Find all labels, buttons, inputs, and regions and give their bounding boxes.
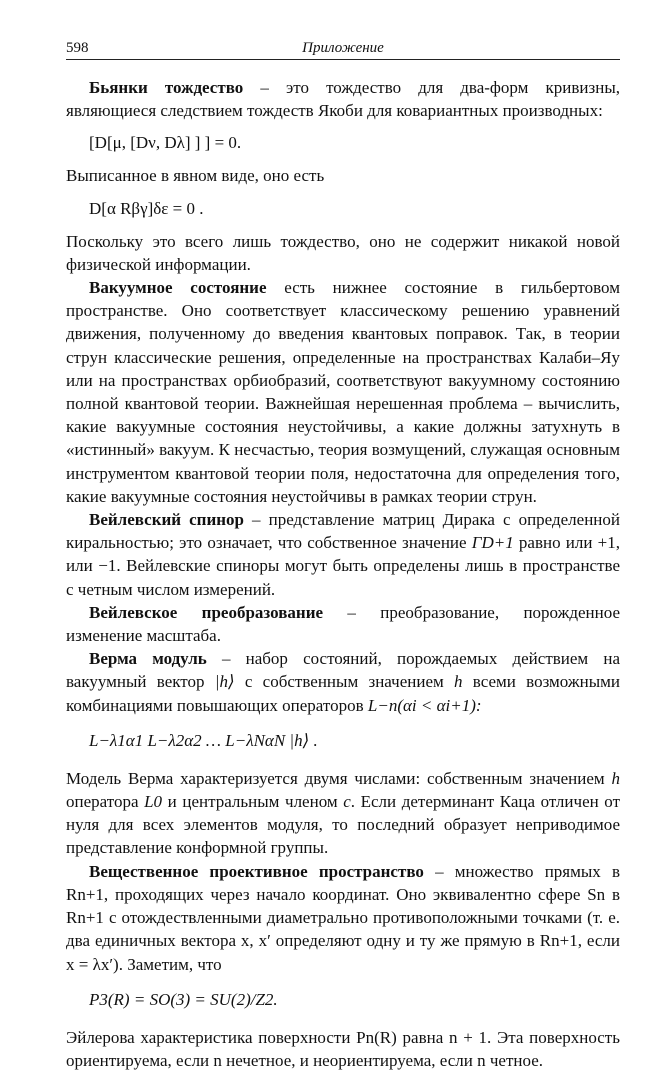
verma-text-3: всеми возможными комбинациями повышающих операторов [66, 672, 620, 715]
verma-central-charge-c: c [343, 792, 351, 812]
verma-after-text-1: Модель Верма характеризуется двумя числами: собственным значением [66, 768, 612, 788]
weyl-transform-definition: – преобразование, порожденное изменение масштаба. [66, 602, 621, 646]
bianchi-formula-2-text: D[α Rβγ]δε = 0 . [89, 198, 204, 218]
weyl-spinor-entry [66, 508, 620, 601]
verma-formula-text: L−λ1α1 L−λ2α2 … L−λNαN |h⟩ . [89, 730, 318, 750]
weyl-spinor-term: Вейлевский спинор [89, 510, 245, 530]
page-header [66, 38, 620, 58]
verma-text-2: с собственным значением [234, 672, 455, 692]
projective-entry [66, 860, 620, 976]
verma-vacuum-vector: |h⟩ [214, 672, 235, 692]
verma-characterization [66, 767, 620, 860]
bianchi-term: Бьянки тождество [89, 78, 244, 97]
vacuum-entry [66, 276, 620, 508]
projective-euler-characteristic: Эйлерова характеристика поверхности Pn(R) равна n + 1. Эта поверхность ориентируема, если n нечетное, и неориентируема, если n четное. [66, 1027, 620, 1070]
verma-eigenvalue-h: h [454, 672, 463, 692]
weyl-spinor-text-2: равно или +1, или −1. Вейлевские спиноры могут быть определены лишь в пространстве с четным числом измерений. [66, 533, 621, 599]
gamma-chirality-symbol: ΓD+1 [471, 533, 514, 553]
bianchi-jacobi-formula [89, 131, 620, 155]
vacuum-definition: есть нижнее состояние в гильбертовом пространстве. Оно соответствует классическому решению уравнений движения, полученному до введения квантовых поправок. Так, в теории струн классические решения, определенные на пространствах Калаби–Яу или на пространствах орбиобразий, соответствуют вакуумному состоянию полной квантовой теории. Важнейшая нерешенная проблема – вычислить, какие вакуумные состояния неустойчивы, а какие должны затухнуть в «истинный» вакуум. К несчастью, теория возмущений, служащая основным инструментом квантовой теории поля, недостаточна для определения того, какие вакуумные состояния неустойчивы в рамках теории струн. [66, 278, 620, 506]
bianchi-definition: – это тождество для два-форм кривизны, являющиеся следствием тождеств Якоби для ковариантных производных: [66, 78, 621, 121]
header-rule [66, 59, 620, 60]
verma-after-h: h [611, 768, 620, 788]
projective-term: Вещественное проективное пространство [89, 861, 424, 881]
projective-formula-text: P3(R) = SO(3) = SU(2)/Z2. [89, 989, 278, 1009]
weyl-spinor-text-1: – представление матриц Дирака с определенной киральностью; это означает, что собственное значение [66, 510, 620, 553]
verma-after-text-2: оператора [66, 792, 145, 812]
projective-definition: – множество прямых в Rn+1, проходящих через начало координат. Оно эквивалентно сфере Sn в Rn+1 с отождествленными диаметрально противоположными точками (т. е. два единичных вектора x, x′ определяют одну и ту же прямую в Rn+1, если x = λx′). Заметим, что [66, 861, 620, 974]
weyl-transform-entry [66, 601, 620, 647]
verma-term: Верма модуль [89, 649, 207, 669]
page-number: 598 [66, 40, 89, 56]
book-page [66, 38, 620, 1072]
bianchi-formula-1-text: [D[μ, [Dν, Dλ] ] ] = 0. [89, 133, 242, 153]
verma-raising-operators: L−n(αi < αi+1): [367, 695, 482, 715]
bianchi-explicit-form-text: Выписанное в явном виде, оно есть [66, 166, 325, 186]
vacuum-term: Вакуумное состояние [89, 278, 267, 298]
weyl-transform-term: Вейлевское преобразование [89, 602, 324, 622]
verma-after-text-4: . Если детерминант Каца отличен от нуля для всех элементов модуля, то последний образует неприводимое представление конформной группы. [66, 792, 621, 858]
bianchi-explicit-formula [89, 197, 620, 221]
bianchi-conclusion: Поскольку это всего лишь тождество, оно не содержит никакой новой физической информации. [66, 231, 620, 274]
running-head: Приложение [302, 40, 384, 56]
glossary-content [66, 76, 620, 1072]
verma-text-1: – набор состояний, порождаемых действием на вакуумный вектор [66, 649, 620, 692]
verma-after-text-3: и центральным членом [162, 792, 344, 812]
bianchi-entry [66, 76, 620, 122]
verma-l0-operator: L0 [144, 792, 163, 812]
verma-module-formula [89, 729, 620, 753]
verma-entry [66, 647, 620, 717]
